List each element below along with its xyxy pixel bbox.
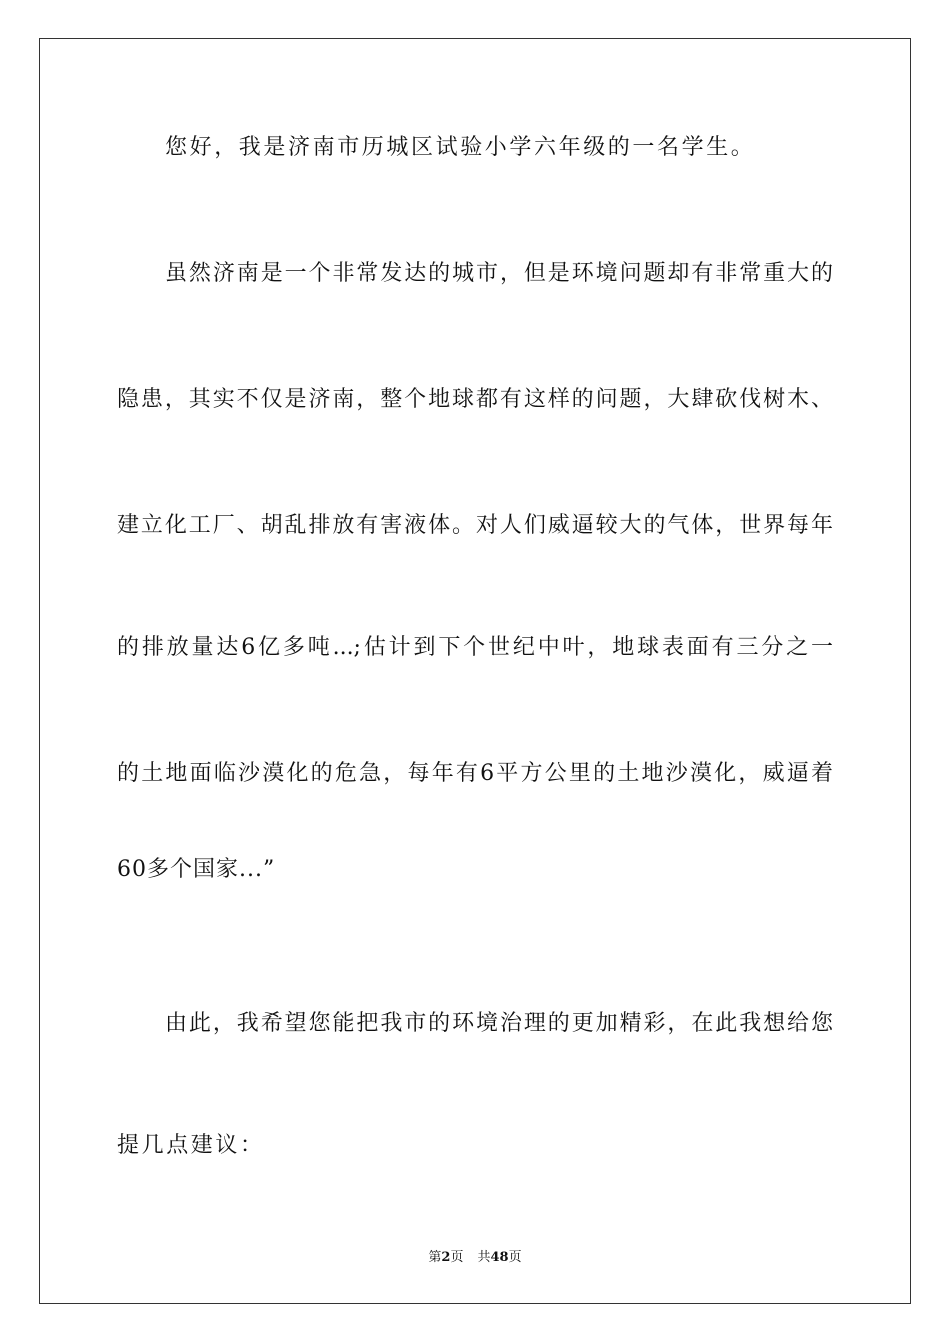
page-prefix: 第 (428, 1250, 442, 1265)
paragraph-line-3: 隐患，其实不仅是济南，整个地球都有这样的问题，大肆砍伐树木、 (117, 387, 833, 412)
paragraph-line-5: 的排放量达6亿多吨...;估计到下个世纪中叶，地球表面有三分之一 (117, 635, 833, 660)
total-suffix: 页 (508, 1250, 522, 1265)
paragraph-line-8: 由此，我希望您能把我市的环境治理的更加精彩，在此我想给您 (165, 1011, 833, 1036)
paragraph-line-7: 60多个国家...” (117, 857, 276, 882)
paragraph-line-9: 提几点建议： (117, 1133, 265, 1158)
page-footer (0, 1246, 950, 1265)
total-prefix: 共 (477, 1250, 491, 1265)
total-pages: 48 (490, 1250, 509, 1265)
paragraph-line-1: 您好，我是济南市历城区试验小学六年级的一名学生。 (165, 135, 756, 160)
paragraph-line-2: 虽然济南是一个非常发达的城市，但是环境问题却有非常重大的 (165, 261, 833, 286)
paragraph-line-4: 建立化工厂、胡乱排放有害液体。对人们威逼较大的气体，世界每年 (117, 513, 833, 538)
paragraph-line-6: 的土地面临沙漠化的危急，每年有6平方公里的土地沙漠化，威逼着 (117, 761, 833, 786)
page-number: 2 (441, 1250, 451, 1265)
page-suffix: 页 (450, 1250, 464, 1265)
page-frame (39, 38, 911, 1304)
